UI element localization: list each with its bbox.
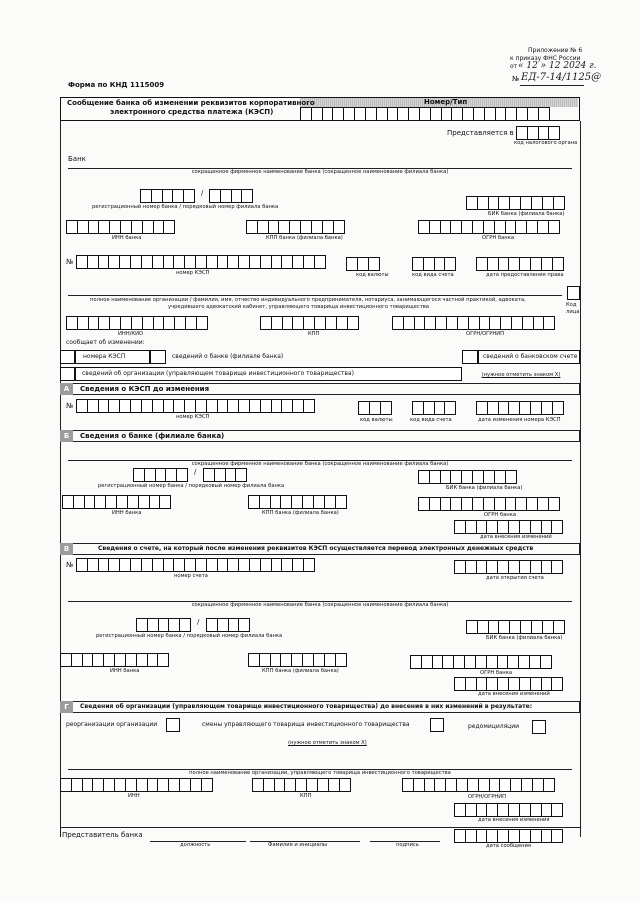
inn-label: ИНН банка xyxy=(112,235,142,241)
order-date-handwritten: « 12 » 12 2024 г. xyxy=(518,61,597,71)
number-type-cells[interactable] xyxy=(300,107,549,121)
section-b-ogrn-cells[interactable] xyxy=(418,497,559,511)
org-ogrn-label: ОГРН/ОГРНИП xyxy=(466,331,505,337)
checkbox-org-info[interactable] xyxy=(60,367,75,381)
tax-code-label: код налогового органа xyxy=(514,140,578,146)
currency-code-label: код валюты xyxy=(356,272,389,278)
section-b-date-label: дата внесения изменений xyxy=(480,534,552,540)
section-a-date-cells[interactable] xyxy=(476,401,563,415)
section-v-title: Сведения о счете, на который после изменения реквизитов КЭСП осуществляется перевод электронных денежных средств xyxy=(98,545,534,552)
checkbox-manager-change[interactable] xyxy=(430,718,444,732)
checkbox-kesp-number[interactable] xyxy=(60,350,75,364)
section-b-letter: Б xyxy=(60,430,73,442)
redomicile-label: редомициляции xyxy=(468,723,520,730)
ogrn-cells[interactable] xyxy=(418,220,559,234)
section-g-bottom-line xyxy=(60,827,580,828)
section-g-kpp-label: КПП xyxy=(300,793,312,799)
branch-number-cells[interactable] xyxy=(209,189,252,203)
section-a-kesp-cells[interactable] xyxy=(76,399,314,413)
section-v-inn-cells[interactable] xyxy=(60,653,168,667)
message-date-label: дата сообщения xyxy=(486,843,531,849)
option-bank-info-label: сведений о банке (филиале банка) xyxy=(172,353,284,360)
currency-code-cells[interactable] xyxy=(346,257,378,271)
section-v-inn-label: ИНН банка xyxy=(110,668,140,674)
section-g-date-label: дата внесения изменения xyxy=(478,817,550,823)
kesp-number-label: номер КЭСП xyxy=(176,270,210,276)
section-b-reg-cells[interactable] xyxy=(133,468,187,482)
section-b-branch-cells[interactable] xyxy=(203,468,246,482)
section-a-date-label: дата изменения номера КЭСП xyxy=(478,417,561,423)
section-g-ogrn-label: ОГРН/ОГРНИП xyxy=(468,794,507,800)
section-a-no-sign: № xyxy=(66,402,74,410)
section-b-bik-label: БИК банка (филиала банка) xyxy=(446,485,523,491)
section-v-bank-label: сокращенное фирменное наименование банка (сокращенное наименование филиала банка) xyxy=(191,602,449,608)
section-b-slash: / xyxy=(194,468,197,476)
section-b-reg-label: регистрационный номер банка / порядковый номер филиала банка xyxy=(98,483,285,489)
checkbox-reorg[interactable] xyxy=(166,718,180,732)
section-a-account-kind-label: код вида счета xyxy=(410,417,452,423)
section-g-org-label: полное наименование организации, управляющего товарища инвестиционного товарищества xyxy=(189,770,451,776)
section-g-kpp-cells[interactable] xyxy=(252,778,349,792)
order-number-prefix: № xyxy=(512,75,520,83)
org-kpp-cells[interactable] xyxy=(260,316,357,330)
section-b-bik-cells[interactable] xyxy=(418,470,515,484)
section-v-reg-cells[interactable] xyxy=(136,618,190,632)
bank-label: Банк xyxy=(68,155,86,163)
section-v-open-date-label: дата открытия счета xyxy=(486,575,544,581)
section-b-kpp-cells[interactable] xyxy=(248,495,345,509)
kpp-cells[interactable] xyxy=(246,220,343,234)
section-v-slash: / xyxy=(197,618,200,626)
number-type-label: Номер/Тип xyxy=(424,98,468,106)
account-kind-label: код вида счета xyxy=(412,272,454,278)
section-a-currency-label: код валюты xyxy=(360,417,393,423)
mark-x-note: (нужное отметить знаком X) xyxy=(481,372,561,378)
reg-number-slash: / xyxy=(201,189,204,197)
checkbox-bank-info[interactable] xyxy=(150,350,166,364)
section-g-inn-cells[interactable] xyxy=(60,778,211,792)
name-label: Фамилия и инициалы xyxy=(268,842,328,848)
section-b-date-cells[interactable] xyxy=(454,520,562,534)
checkbox-account-info[interactable] xyxy=(462,350,478,364)
org-name-label: полное наименование организации / фамилия, имя, отчество индивидуального предпринимателя, нотариуса, занимающегося частной практикой, адвоката, xyxy=(90,297,526,303)
section-g-ogrn-cells[interactable] xyxy=(402,778,553,792)
section-b-bank-label: сокращенное фирменное наименование банка (сокращенное наименование филиала банка) xyxy=(191,461,449,467)
section-v-letter: В xyxy=(60,543,73,555)
section-a-title: Сведения о КЭСП до изменения xyxy=(80,385,210,393)
section-v-open-date-cells[interactable] xyxy=(454,560,562,574)
option-org-info-label: сведений об организации (управляющем товарище инвестиционного товарищества) xyxy=(82,370,354,377)
section-v-date-cells[interactable] xyxy=(454,677,562,691)
order-from-label: от xyxy=(510,63,518,70)
reports-change-label: сообщает об изменении: xyxy=(66,339,145,346)
reg-number-label: регистрационный номер банка / порядковый номер филиала банка xyxy=(92,204,279,210)
submitted-to-label: Представляется в xyxy=(447,129,514,137)
option-account-info-label: сведений о банковском счете xyxy=(483,353,578,360)
manager-change-label: смены управляющего товарища инвестиционного товарищества xyxy=(202,721,410,728)
person-code-cell[interactable] xyxy=(567,286,580,300)
section-g-date-cells[interactable] xyxy=(454,803,562,817)
bik-label: БИК банка (филиала банка) xyxy=(488,211,565,217)
org-name-line xyxy=(68,295,562,296)
representative-label: Представитель банка xyxy=(62,831,143,839)
section-b-ogrn-label: ОГРН банка xyxy=(484,512,517,518)
section-v-kpp-cells[interactable] xyxy=(248,653,345,667)
bik-cells[interactable] xyxy=(466,196,563,210)
right-date-cells[interactable] xyxy=(476,257,563,271)
inn-kio-label: ИНН/КИО xyxy=(118,331,144,337)
tax-code-cells[interactable] xyxy=(516,126,559,140)
section-b-inn-cells[interactable] xyxy=(62,495,170,509)
kesp-number-cells[interactable] xyxy=(76,255,325,269)
org-ogrn-cells[interactable] xyxy=(392,316,554,330)
frame-left xyxy=(60,121,61,837)
section-v-ogrn-label: ОГРН банка xyxy=(480,670,513,676)
reg-number-cells[interactable] xyxy=(140,189,194,203)
inn-cells[interactable] xyxy=(66,220,174,234)
form-title-line2: электронного средства платежа (КЭСП) xyxy=(110,108,274,116)
section-v-no-sign: № xyxy=(66,561,74,569)
section-a-kesp-label: номер КЭСП xyxy=(176,414,210,420)
frame-right xyxy=(580,121,581,837)
section-g-letter: Г xyxy=(60,701,73,713)
account-kind-cells[interactable] xyxy=(412,257,455,271)
section-v-bik-cells[interactable] xyxy=(466,620,563,634)
appendix-label: Приложение № 6 xyxy=(528,47,583,54)
section-v-reg-label: регистрационный номер банка / порядковый номер филиала банка xyxy=(96,633,283,639)
section-v-bik-label: БИК банка (филиала банка) xyxy=(486,635,563,641)
section-v-branch-cells[interactable] xyxy=(206,618,249,632)
section-g-mark-x-note: (нужное отметить знаком X) xyxy=(288,740,367,746)
section-a-currency-cells[interactable] xyxy=(358,401,390,415)
section-a-letter: А xyxy=(60,383,73,395)
section-b-kpp-label: КПП банка (филиала банка) xyxy=(262,510,339,516)
section-v-account-label: номер счета xyxy=(174,573,208,579)
checkbox-redomicile[interactable] xyxy=(532,720,546,734)
section-b-inn-label: ИНН банка xyxy=(112,510,142,516)
section-a-account-kind-cells[interactable] xyxy=(412,401,455,415)
form-title-line1: Сообщение банка об изменении реквизитов корпоративного xyxy=(67,99,315,107)
kesp-no-sign: № xyxy=(66,258,74,266)
form-code: Форма по КНД 1115009 xyxy=(68,81,165,89)
right-date-label: дата предоставления права xyxy=(486,272,564,278)
bank-short-name-label: сокращенное фирменное наименование банка (сокращенное наименование филиала банка) xyxy=(191,169,449,175)
order-label: к приказу ФНС России xyxy=(510,55,581,62)
section-v-kpp-label: КПП банка (филиала банка) xyxy=(262,668,339,674)
ogrn-label: ОГРН банка xyxy=(482,235,515,241)
option-kesp-number-label: номера КЭСП xyxy=(83,353,126,360)
order-number-handwritten: ЕД-7-14/1125@ xyxy=(521,72,602,83)
section-g-title: Сведения об организации (управляющем товарище инвестиционного товарищества) до внесения в них изменений в результате: xyxy=(80,703,533,710)
org-kpp-label: КПП xyxy=(308,331,320,337)
section-g-inn-label: ИНН xyxy=(128,793,140,799)
inn-kio-cells[interactable] xyxy=(66,316,207,330)
section-v-date-label: дата внесения изменений xyxy=(478,691,550,697)
message-date-cells[interactable] xyxy=(454,829,562,843)
kpp-label: КПП банка (филиала банка) xyxy=(266,235,343,241)
signature-label: подпись xyxy=(396,842,419,848)
position-label: должность xyxy=(180,842,211,848)
section-v-ogrn-cells[interactable] xyxy=(410,655,551,669)
section-b-title: Сведения о банке (филиале банка) xyxy=(80,432,225,440)
org-name-label-2: учредившего адвокатский кабинет, управляющего товарища инвестиционного товарищества xyxy=(168,304,429,310)
section-v-account-cells[interactable] xyxy=(76,558,314,572)
person-code-label: Код лица xyxy=(566,302,580,316)
order-number-line xyxy=(520,85,584,86)
reorg-label: реорганизации организации xyxy=(66,721,158,728)
